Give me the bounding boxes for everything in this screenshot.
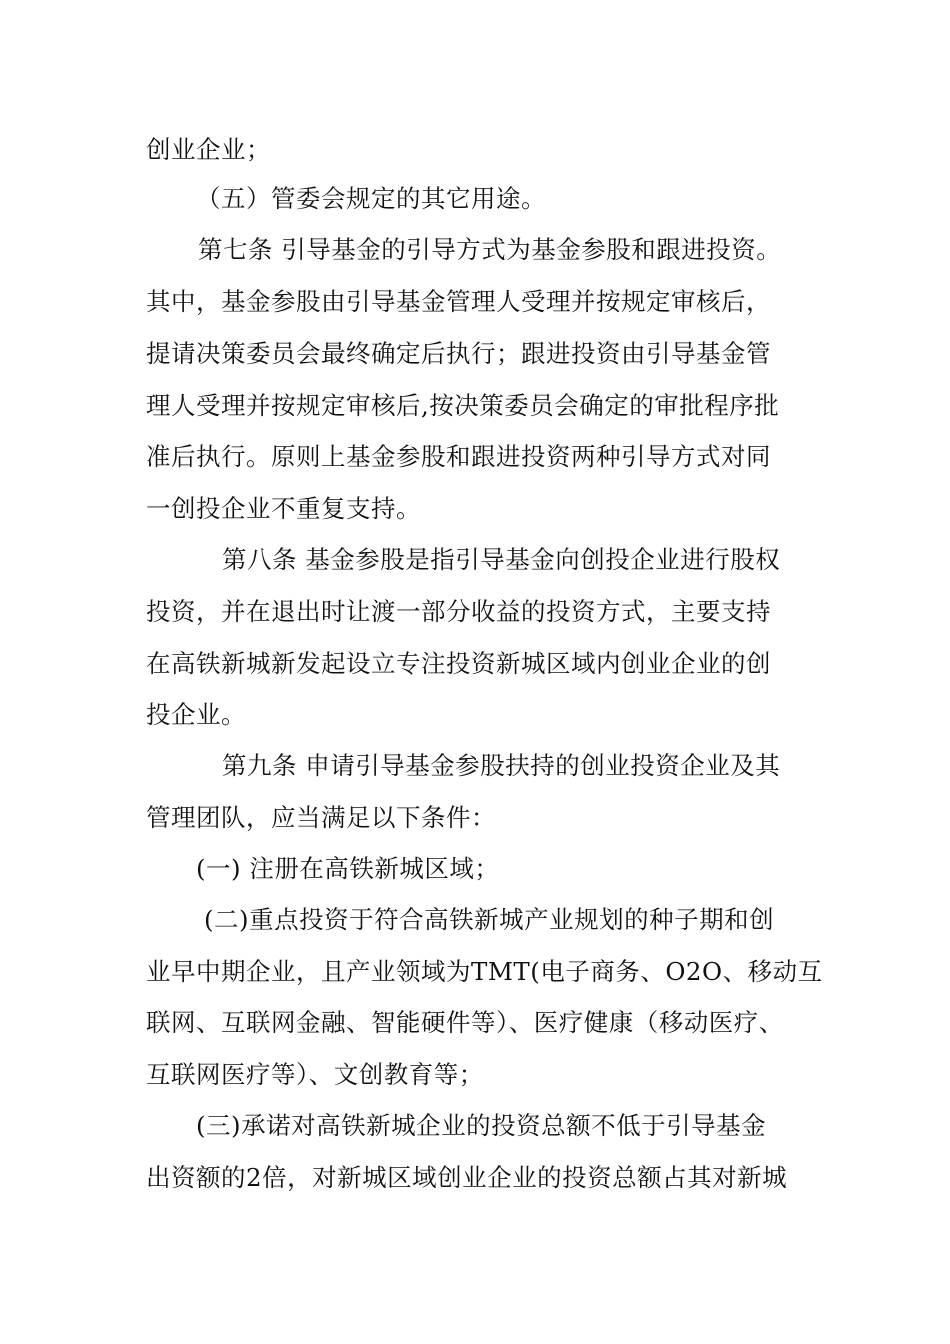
text-line-4: 其中，基金参股由引导基金管理人受理并按规定审核后， bbox=[146, 287, 771, 316]
text-line-1: 创业企业； bbox=[146, 135, 271, 164]
condition-2-line: (二)重点投资于符合高铁新城产业规划的种子期和创 bbox=[204, 905, 775, 934]
text-line-19: 互联网医疗等）、文创教育等； bbox=[146, 1060, 484, 1089]
text-line-21: 出资额的2倍，对新城区域创业企业的投资总额占其对新城 bbox=[146, 1163, 788, 1192]
text-line-12: 投企业。 bbox=[146, 700, 246, 729]
text-line-11: 在高铁新城新发起设立专注投资新城区域内创业企业的创 bbox=[146, 649, 771, 678]
condition-3-line: (三)承诺对高铁新城企业的投资总额不低于引导基金 bbox=[196, 1111, 767, 1140]
article-8-heading-line: 第八条 基金参股是指引导基金向创投企业进行股权 bbox=[222, 545, 781, 574]
article-7-heading-line: 第七条 引导基金的引导方式为基金参股和跟进投资。 bbox=[198, 235, 782, 264]
text-line-14: 管理团队，应当满足以下条件： bbox=[146, 803, 496, 832]
text-line-17: 业早中期企业，且产业领域为TMT(电子商务、O2O、移动互 bbox=[146, 957, 823, 986]
text-line-6: 理人受理并按规定审核后,按决策委员会确定的审批程序批 bbox=[146, 391, 780, 420]
article-9-heading-line: 第九条 申请引导基金参股扶持的创业投资企业及其 bbox=[222, 751, 781, 780]
text-line-7: 准后执行。原则上基金参股和跟进投资两种引导方式对同 bbox=[146, 442, 771, 471]
text-line-10: 投资，并在退出时让渡一部分收益的投资方式，主要支持 bbox=[146, 597, 771, 626]
text-line-2: （五）管委会规定的其它用途。 bbox=[196, 184, 546, 213]
text-line-18: 联网、互联网金融、智能硬件等）、医疗健康（移动医疗、 bbox=[146, 1008, 784, 1037]
text-line-8: 一创投企业不重复支持。 bbox=[146, 494, 421, 523]
text-line-5: 提请决策委员会最终确定后执行；跟进投资由引导基金管 bbox=[146, 339, 771, 368]
condition-1-line: (一) 注册在高铁新城区域； bbox=[196, 854, 500, 883]
